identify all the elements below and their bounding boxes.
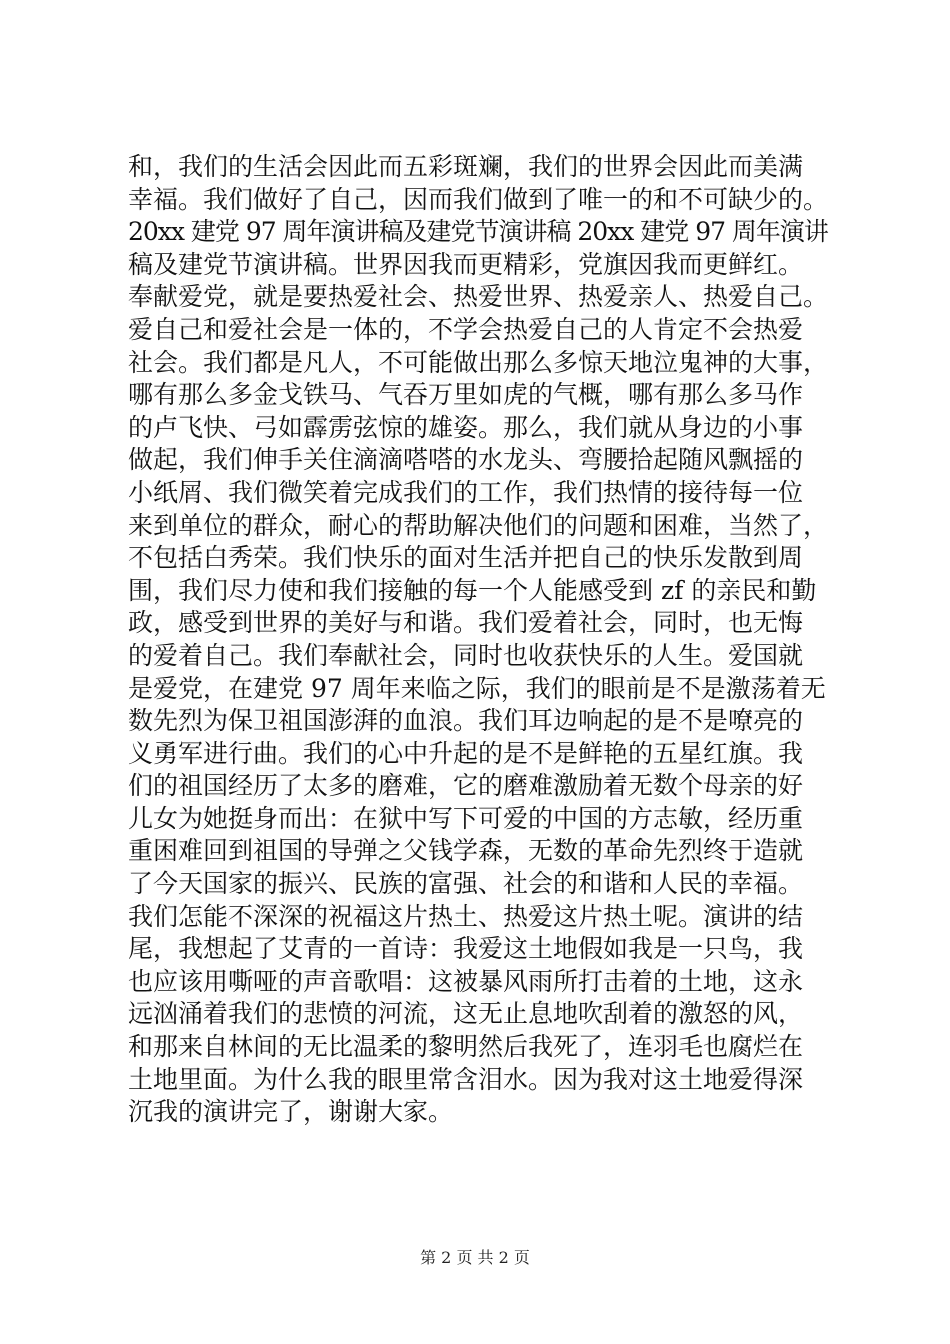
text-line: 社会。我们都是凡人，不可能做出那么多惊天地泣鬼神的大事， <box>128 347 829 377</box>
text-line: 的爱着自己。我们奉献社会，同时也收获快乐的人生。爱国就 <box>128 640 804 670</box>
text-line: 围，我们尽力使和我们接触的每一个人能感受到 zf 的亲民和勤 <box>128 575 817 605</box>
text-line: 和那来自林间的无比温柔的黎明然后我死了，连羽毛也腐烂在 <box>128 1032 804 1062</box>
text-line: 幸福。我们做好了自己，因而我们做到了唯一的和不可缺少的。 <box>128 184 829 214</box>
text-line: 义勇军进行曲。我们的心中升起的是不是鲜艳的五星红旗。我 <box>128 738 804 768</box>
body-text <box>128 151 828 1129</box>
text-line: 沉我的演讲完了，谢谢大家。 <box>128 1097 454 1127</box>
text-line: 数先烈为保卫祖国澎湃的血浪。我们耳边响起的是不是嘹亮的 <box>128 706 804 736</box>
text-line: 重困难回到祖国的导弹之父钱学森，无数的革命先烈终于造就 <box>128 836 804 866</box>
text-line: 20xx 建党 97 周年演讲稿及建党节演讲稿 20xx 建党 97 周年演讲 <box>128 217 828 247</box>
text-line: 奉献爱党，就是要热爱社会、热爱世界、热爱亲人、热爱自己。 <box>128 282 829 312</box>
text-line: 我们怎能不深深的祝福这片热土、热爱这片热土呢。演讲的结 <box>128 901 804 931</box>
text-line: 远汹涌着我们的悲愤的河流，这无止息地吹刮着的激怒的风， <box>128 999 804 1029</box>
text-line: 来到单位的群众，耐心的帮助解决他们的问题和困难，当然了， <box>128 510 829 540</box>
text-line: 尾，我想起了艾青的一首诗：我爱这土地假如我是一只鸟，我 <box>128 934 804 964</box>
text-line: 了今天国家的振兴、民族的富强、社会的和谐和人民的幸福。 <box>128 869 804 899</box>
text-line: 稿及建党节演讲稿。世界因我而更精彩，党旗因我而更鲜红。 <box>128 249 804 279</box>
text-line: 爱自己和爱社会是一体的，不学会热爱自己的人肯定不会热爱 <box>128 314 804 344</box>
text-line: 的卢飞快、弓如霹雳弦惊的雄姿。那么，我们就从身边的小事 <box>128 412 804 442</box>
text-line: 不包括白秀荣。我们快乐的面对生活并把自己的快乐发散到周 <box>128 543 804 573</box>
text-line: 儿女为她挺身而出：在狱中写下可爱的中国的方志敏，经历重 <box>128 803 804 833</box>
page-footer: 第 2 页 共 2 页 <box>420 1248 530 1267</box>
text-line: 土地里面。为什么我的眼里常含泪水。因为我对这土地爱得深 <box>128 1064 804 1094</box>
text-line: 是爱党，在建党 97 周年来临之际，我们的眼前是不是激荡着无 <box>128 673 826 703</box>
text-line: 哪有那么多金戈铁马、气吞万里如虎的气概，哪有那么多马作 <box>128 380 804 410</box>
text-line: 政，感受到世界的美好与和谐。我们爱着社会，同时，也无悔 <box>128 608 804 638</box>
text-line: 们的祖国经历了太多的磨难，它的磨难激励着无数个母亲的好 <box>128 771 804 801</box>
text-line: 做起，我们伸手关住滴滴嗒嗒的水龙头、弯腰拾起随风飘摇的 <box>128 445 804 475</box>
text-line: 小纸屑、我们微笑着完成我们的工作，我们热情的接待每一位 <box>128 477 804 507</box>
text-line: 也应该用嘶哑的声音歌唱：这被暴风雨所打击着的土地，这永 <box>128 966 804 996</box>
text-line: 和，我们的生活会因此而五彩斑斓，我们的世界会因此而美满 <box>128 152 804 181</box>
